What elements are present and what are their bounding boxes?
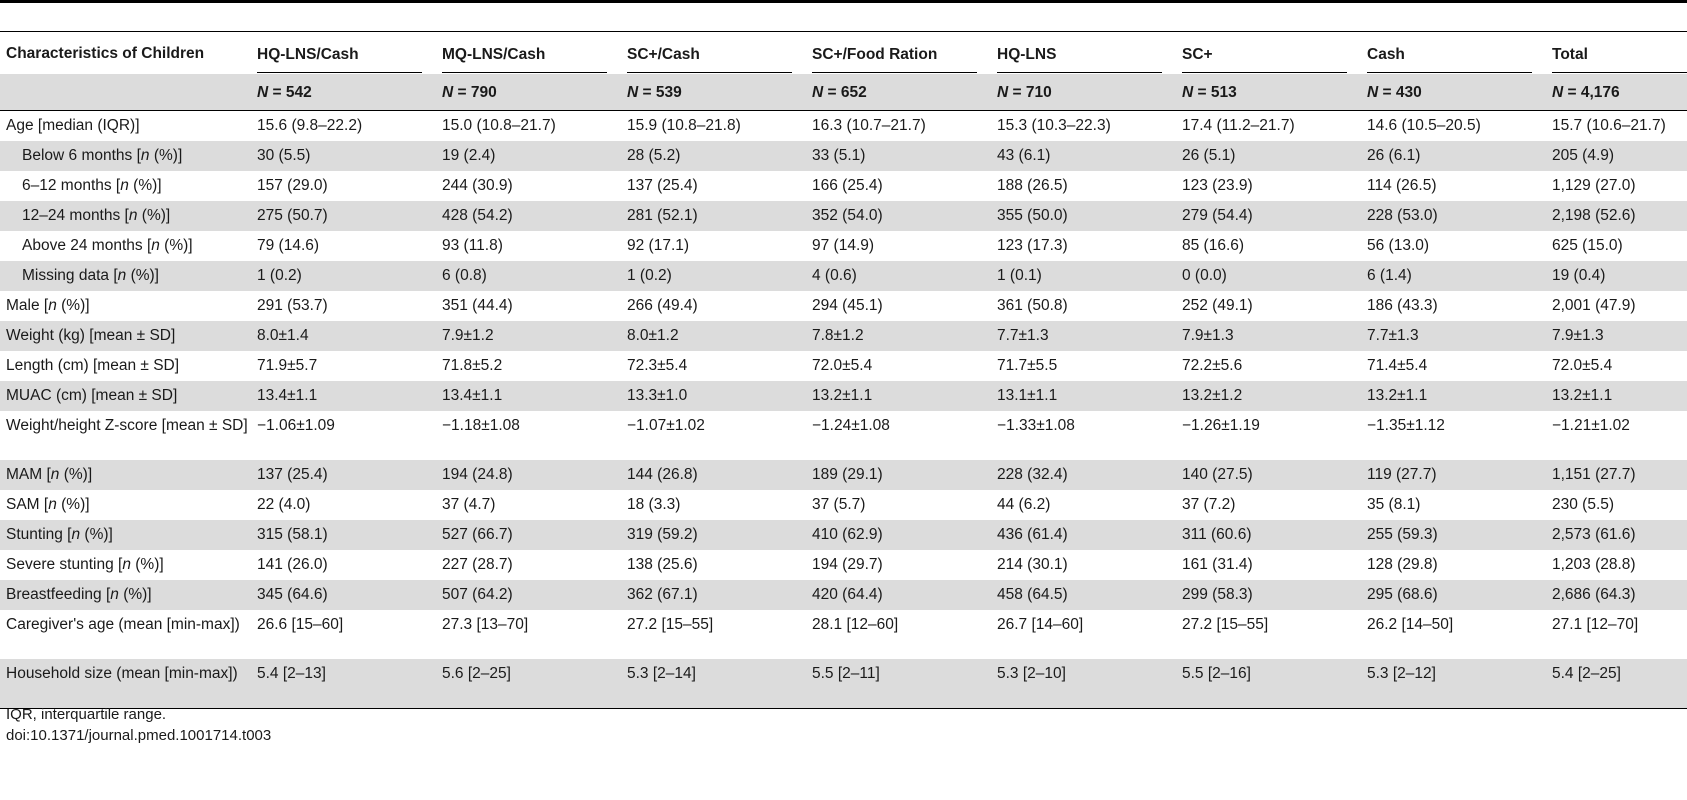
table-cell: 18 (3.3) — [627, 496, 681, 513]
table-cell: 27.1 [12–70] — [1552, 616, 1639, 633]
table-cell: −1.33±1.08 — [997, 417, 1075, 434]
table-cell: 19 (2.4) — [438, 141, 623, 171]
characteristics-table — [0, 32, 1687, 709]
n-symbol: N — [1552, 83, 1564, 101]
table-cell: 72.0±5.4 — [1552, 357, 1613, 374]
table-cell: 16.3 (10.7–21.7) — [812, 117, 926, 134]
footnote-doi: doi:10.1371/journal.pmed.1001714.t003 — [6, 727, 272, 744]
column-header — [993, 32, 1178, 74]
table-cell: 27.2 [15–55] — [1182, 616, 1269, 633]
table-cell: 166 (25.4) — [812, 177, 883, 194]
column-n-header — [438, 74, 623, 111]
table-cell: 13.2±1.2 — [1178, 381, 1363, 411]
table-cell: 72.2±5.6 — [1182, 357, 1243, 374]
table-cell: 7.7±1.3 — [993, 321, 1178, 351]
table-cell: 230 (5.5) — [1552, 496, 1615, 513]
table-cell: 266 (49.4) — [627, 297, 698, 314]
table-cell: 71.4±5.4 — [1367, 357, 1428, 374]
header-row-names — [0, 32, 1687, 74]
table-cell: −1.06±1.09 — [257, 417, 335, 434]
table-cell: 1,151 (27.7) — [1548, 460, 1687, 490]
table-cell: 15.3 (10.3–22.3) — [997, 117, 1111, 134]
table-cell: 291 (53.7) — [257, 297, 328, 314]
table-cell: 6 (0.8) — [438, 261, 623, 291]
table-row — [0, 460, 1687, 490]
table-cell: 5.3 [2–12] — [1363, 659, 1548, 708]
table-cell: 7.8±1.2 — [808, 321, 993, 351]
table-cell: 71.8±5.2 — [442, 357, 503, 374]
column-header — [808, 32, 993, 74]
row-label: Age [median (IQR)] — [6, 117, 140, 134]
table-cell: 279 (54.4) — [1178, 201, 1363, 231]
table-cell: 71.7±5.5 — [997, 357, 1058, 374]
table-cell: 352 (54.0) — [808, 201, 993, 231]
table-cell: 507 (64.2) — [438, 580, 623, 610]
table-cell: 13.2±1.1 — [1363, 381, 1548, 411]
table-cell: 13.1±1.1 — [993, 381, 1178, 411]
table-cell: 2,001 (47.9) — [1552, 297, 1636, 314]
n-symbol: N — [997, 83, 1009, 101]
table-cell: 26 (5.1) — [1178, 141, 1363, 171]
table-cell: 33 (5.1) — [808, 141, 993, 171]
table-row — [0, 261, 1687, 291]
table-cell: 123 (23.9) — [1182, 177, 1253, 194]
table-cell: 625 (15.0) — [1552, 237, 1623, 254]
table-cell: 71.9±5.7 — [257, 357, 318, 374]
column-n-header — [1363, 74, 1548, 111]
table-cell: 1 (0.1) — [993, 261, 1178, 291]
table-cell: 436 (61.4) — [993, 520, 1178, 550]
table-cell: 119 (27.7) — [1363, 460, 1548, 490]
column-n-header — [623, 74, 808, 111]
row-label: MUAC (cm) [mean ± SD] — [0, 381, 253, 411]
table-cell: 4 (0.6) — [808, 261, 993, 291]
table-cell: 7.7±1.3 — [1363, 321, 1548, 351]
table-cell: 194 (29.7) — [812, 556, 883, 573]
column-n-header — [1548, 74, 1687, 111]
table-cell: 8.0±1.4 — [253, 321, 438, 351]
table-cell: 7.9±1.3 — [1548, 321, 1687, 351]
table-cell: −1.21±1.02 — [1552, 417, 1630, 434]
table-cell: 140 (27.5) — [1178, 460, 1363, 490]
table-cell: 137 (25.4) — [253, 460, 438, 490]
n-symbol: N — [442, 83, 454, 101]
table-cell: −1.35±1.12 — [1367, 417, 1445, 434]
table-cell: 362 (67.1) — [623, 580, 808, 610]
table-cell: 255 (59.3) — [1363, 520, 1548, 550]
row-label: 12–24 months [n (%)] — [0, 201, 253, 231]
table-cell: 37 (7.2) — [1182, 496, 1236, 513]
column-header — [1363, 32, 1548, 74]
row-label: Length (cm) [mean ± SD] — [6, 357, 180, 374]
table-row — [0, 231, 1687, 261]
n-equals: = — [268, 83, 286, 101]
table-cell: 15.0 (10.8–21.7) — [442, 117, 556, 134]
table-cell: 13.4±1.1 — [438, 381, 623, 411]
table-cell: 319 (59.2) — [623, 520, 808, 550]
corner-header-blank — [0, 74, 253, 111]
table-cell: 5.4 [2–25] — [1548, 659, 1687, 708]
table-cell: 0 (0.0) — [1178, 261, 1363, 291]
column-n-header — [808, 74, 993, 111]
n-equals: = — [638, 83, 656, 101]
table-row — [0, 171, 1687, 201]
table-cell: 13.2±1.1 — [1548, 381, 1687, 411]
table-row — [0, 201, 1687, 231]
table-cell: 2,198 (52.6) — [1548, 201, 1687, 231]
table-cell: 85 (16.6) — [1182, 237, 1245, 254]
column-header — [1178, 32, 1363, 74]
table-cell: −1.18±1.08 — [442, 417, 520, 434]
table-row — [0, 321, 1687, 351]
n-equals: = — [823, 83, 841, 101]
table-cell: 315 (58.1) — [253, 520, 438, 550]
row-label: Breastfeeding [n (%)] — [0, 580, 253, 610]
table-cell: 8.0±1.2 — [623, 321, 808, 351]
table-cell: 26.6 [15–60] — [257, 616, 344, 633]
table-cell: 1 (0.2) — [623, 261, 808, 291]
n-equals: = — [1008, 83, 1026, 101]
table-row — [0, 411, 1687, 460]
table-row — [0, 580, 1687, 610]
table-cell: 5.6 [2–25] — [438, 659, 623, 708]
column-header-label: HQ-LNS — [997, 34, 1162, 73]
table-cell: 43 (6.1) — [993, 141, 1178, 171]
table-cell: 299 (58.3) — [1178, 580, 1363, 610]
table-cell: 410 (62.9) — [808, 520, 993, 550]
table-cell: 14.6 (10.5–20.5) — [1367, 117, 1481, 134]
table-cell: 188 (26.5) — [997, 177, 1068, 194]
table-cell: 128 (29.8) — [1367, 556, 1438, 573]
column-header — [623, 32, 808, 74]
table-cell: −1.24±1.08 — [812, 417, 890, 434]
table-cell: 6 (1.4) — [1363, 261, 1548, 291]
row-label: 6–12 months [n (%)] — [22, 177, 162, 194]
table-cell: 227 (28.7) — [442, 556, 513, 573]
column-header-label: SC+/Food Ration — [812, 34, 977, 73]
table-row — [0, 141, 1687, 171]
n-value: 430 — [1395, 83, 1422, 101]
table-cell: 5.3 [2–10] — [993, 659, 1178, 708]
column-header — [1548, 32, 1687, 74]
table-row — [0, 520, 1687, 550]
table-cell: 22 (4.0) — [257, 496, 311, 513]
column-header-label: Cash — [1367, 34, 1532, 73]
row-label: SAM [n (%)] — [6, 496, 90, 513]
table-cell: 17.4 (11.2–21.7) — [1182, 117, 1295, 134]
table-cell: 186 (43.3) — [1367, 297, 1438, 314]
column-header-label: Total — [1552, 34, 1687, 73]
table-cell: 19 (0.4) — [1548, 261, 1687, 291]
table-cell: −1.07±1.02 — [627, 417, 705, 434]
n-value: 539 — [655, 83, 682, 101]
row-label: Stunting [n (%)] — [0, 520, 253, 550]
table-cell: 361 (50.8) — [997, 297, 1068, 314]
row-label: Above 24 months [n (%)] — [22, 237, 193, 254]
table-cell: 281 (52.1) — [623, 201, 808, 231]
table-cell: 7.9±1.2 — [438, 321, 623, 351]
table-cell: 228 (53.0) — [1363, 201, 1548, 231]
table-cell: 93 (11.8) — [442, 237, 503, 254]
table-cell: 30 (5.5) — [253, 141, 438, 171]
row-label: Male [n (%)] — [6, 297, 90, 314]
table-cell: 294 (45.1) — [812, 297, 883, 314]
table-row — [0, 659, 1687, 708]
n-equals: = — [453, 83, 471, 101]
table-cell: 137 (25.4) — [627, 177, 698, 194]
table-cell: 13.2±1.1 — [808, 381, 993, 411]
n-value: 652 — [840, 83, 867, 101]
column-header-label: SC+/Cash — [627, 34, 792, 73]
top-rule — [0, 0, 1687, 3]
table-cell: 138 (25.6) — [627, 556, 698, 573]
table-container — [0, 31, 1687, 709]
table-cell: 1 (0.2) — [253, 261, 438, 291]
row-label: Weight (kg) [mean ± SD] — [0, 321, 253, 351]
table-cell: 26 (6.1) — [1363, 141, 1548, 171]
table-cell: 295 (68.6) — [1363, 580, 1548, 610]
table-cell: 428 (54.2) — [438, 201, 623, 231]
table-row — [0, 490, 1687, 520]
table-cell: 194 (24.8) — [438, 460, 623, 490]
table-cell: 141 (26.0) — [257, 556, 328, 573]
n-symbol: N — [812, 83, 824, 101]
row-label: Caregiver's age (mean [min-max]) — [6, 616, 240, 633]
table-cell: 72.0±5.4 — [812, 357, 873, 374]
table-cell: 97 (14.9) — [812, 237, 875, 254]
table-cell: 114 (26.5) — [1367, 177, 1437, 194]
table-cell: 1,129 (27.0) — [1552, 177, 1636, 194]
table-cell: 2,573 (61.6) — [1548, 520, 1687, 550]
table-cell: 5.4 [2–13] — [253, 659, 438, 708]
table-cell: 275 (50.7) — [253, 201, 438, 231]
row-label: Weight/height Z-score [mean ± SD] — [6, 417, 248, 434]
n-value: 542 — [285, 83, 312, 101]
table-cell: 123 (17.3) — [997, 237, 1068, 254]
table-cell: 2,686 (64.3) — [1548, 580, 1687, 610]
table-cell: 228 (32.4) — [993, 460, 1178, 490]
table-cell: 252 (49.1) — [1182, 297, 1253, 314]
column-n-header — [253, 74, 438, 111]
table-cell: 27.3 [13–70] — [442, 616, 529, 633]
table-cell: 15.7 (10.6–21.7) — [1552, 117, 1666, 134]
row-label: MAM [n (%)] — [0, 460, 253, 490]
table-cell: 5.3 [2–14] — [623, 659, 808, 708]
table-cell: 355 (50.0) — [993, 201, 1178, 231]
table-cell: 458 (64.5) — [993, 580, 1178, 610]
table-cell: 37 (4.7) — [442, 496, 496, 513]
table-cell: 311 (60.6) — [1178, 520, 1363, 550]
table-row — [0, 550, 1687, 580]
column-n-header — [993, 74, 1178, 111]
table-cell: 420 (64.4) — [808, 580, 993, 610]
table-cell: 5.5 [2–16] — [1178, 659, 1363, 708]
n-symbol: N — [1182, 83, 1194, 101]
row-label: Severe stunting [n (%)] — [6, 556, 164, 573]
table-row — [0, 291, 1687, 321]
table-row — [0, 381, 1687, 411]
table-cell: 345 (64.6) — [253, 580, 438, 610]
table-cell: 527 (66.7) — [438, 520, 623, 550]
table-cell: 13.4±1.1 — [253, 381, 438, 411]
header-row-n — [0, 74, 1687, 111]
n-equals: = — [1378, 83, 1396, 101]
table-cell: 214 (30.1) — [997, 556, 1068, 573]
footnotes — [6, 704, 271, 746]
table-row — [0, 351, 1687, 381]
n-equals: = — [1563, 83, 1581, 101]
table-cell: 144 (26.8) — [623, 460, 808, 490]
table-cell: 161 (31.4) — [1182, 556, 1253, 573]
table-cell: 92 (17.1) — [627, 237, 690, 254]
table-cell: 205 (4.9) — [1548, 141, 1687, 171]
table-cell: 5.5 [2–11] — [808, 659, 993, 708]
column-header-label: MQ-LNS/Cash — [442, 34, 607, 73]
table-cell: 351 (44.4) — [442, 297, 513, 314]
n-value: 710 — [1025, 83, 1052, 101]
n-symbol: N — [257, 83, 269, 101]
table-cell: 7.9±1.3 — [1178, 321, 1363, 351]
table-cell: 15.9 (10.8–21.8) — [627, 117, 741, 134]
table-cell: 79 (14.6) — [257, 237, 320, 254]
footnote-iqr: IQR, interquartile range. — [6, 706, 167, 723]
table-cell: 189 (29.1) — [808, 460, 993, 490]
row-label: Household size (mean [min-max]) — [0, 659, 253, 708]
corner-header: Characteristics of Children — [6, 44, 205, 62]
table-cell: 26.7 [14–60] — [997, 616, 1084, 633]
table-cell: 157 (29.0) — [257, 177, 328, 194]
row-label: Below 6 months [n (%)] — [0, 141, 253, 171]
table-row — [0, 111, 1687, 142]
table-cell: 72.3±5.4 — [627, 357, 688, 374]
n-value: 790 — [470, 83, 497, 101]
column-header — [253, 32, 438, 74]
table-cell: 35 (8.1) — [1367, 496, 1421, 513]
column-n-header — [1178, 74, 1363, 111]
table-cell: 1,203 (28.8) — [1552, 556, 1636, 573]
n-symbol: N — [1367, 83, 1379, 101]
row-label: Missing data [n (%)] — [0, 261, 253, 291]
table-cell: 15.6 (9.8–22.2) — [257, 117, 363, 134]
table-cell: 13.3±1.0 — [623, 381, 808, 411]
n-equals: = — [1193, 83, 1211, 101]
table-cell: 44 (6.2) — [997, 496, 1051, 513]
column-header-label: SC+ — [1182, 34, 1347, 73]
n-symbol: N — [627, 83, 639, 101]
table-cell: 28 (5.2) — [623, 141, 808, 171]
table-cell: 244 (30.9) — [442, 177, 513, 194]
n-value: 513 — [1210, 83, 1237, 101]
table-cell: 26.2 [14–50] — [1367, 616, 1454, 633]
column-header-label: HQ-LNS/Cash — [257, 34, 422, 73]
table-header — [0, 32, 1687, 111]
table-cell: 56 (13.0) — [1367, 237, 1430, 254]
n-value: 4,176 — [1580, 83, 1620, 101]
table-row — [0, 610, 1687, 659]
table-body — [0, 111, 1687, 709]
table-cell: −1.26±1.19 — [1182, 417, 1260, 434]
table-cell: 28.1 [12–60] — [812, 616, 899, 633]
table-cell: 37 (5.7) — [812, 496, 866, 513]
column-header — [438, 32, 623, 74]
table-cell: 27.2 [15–55] — [627, 616, 714, 633]
